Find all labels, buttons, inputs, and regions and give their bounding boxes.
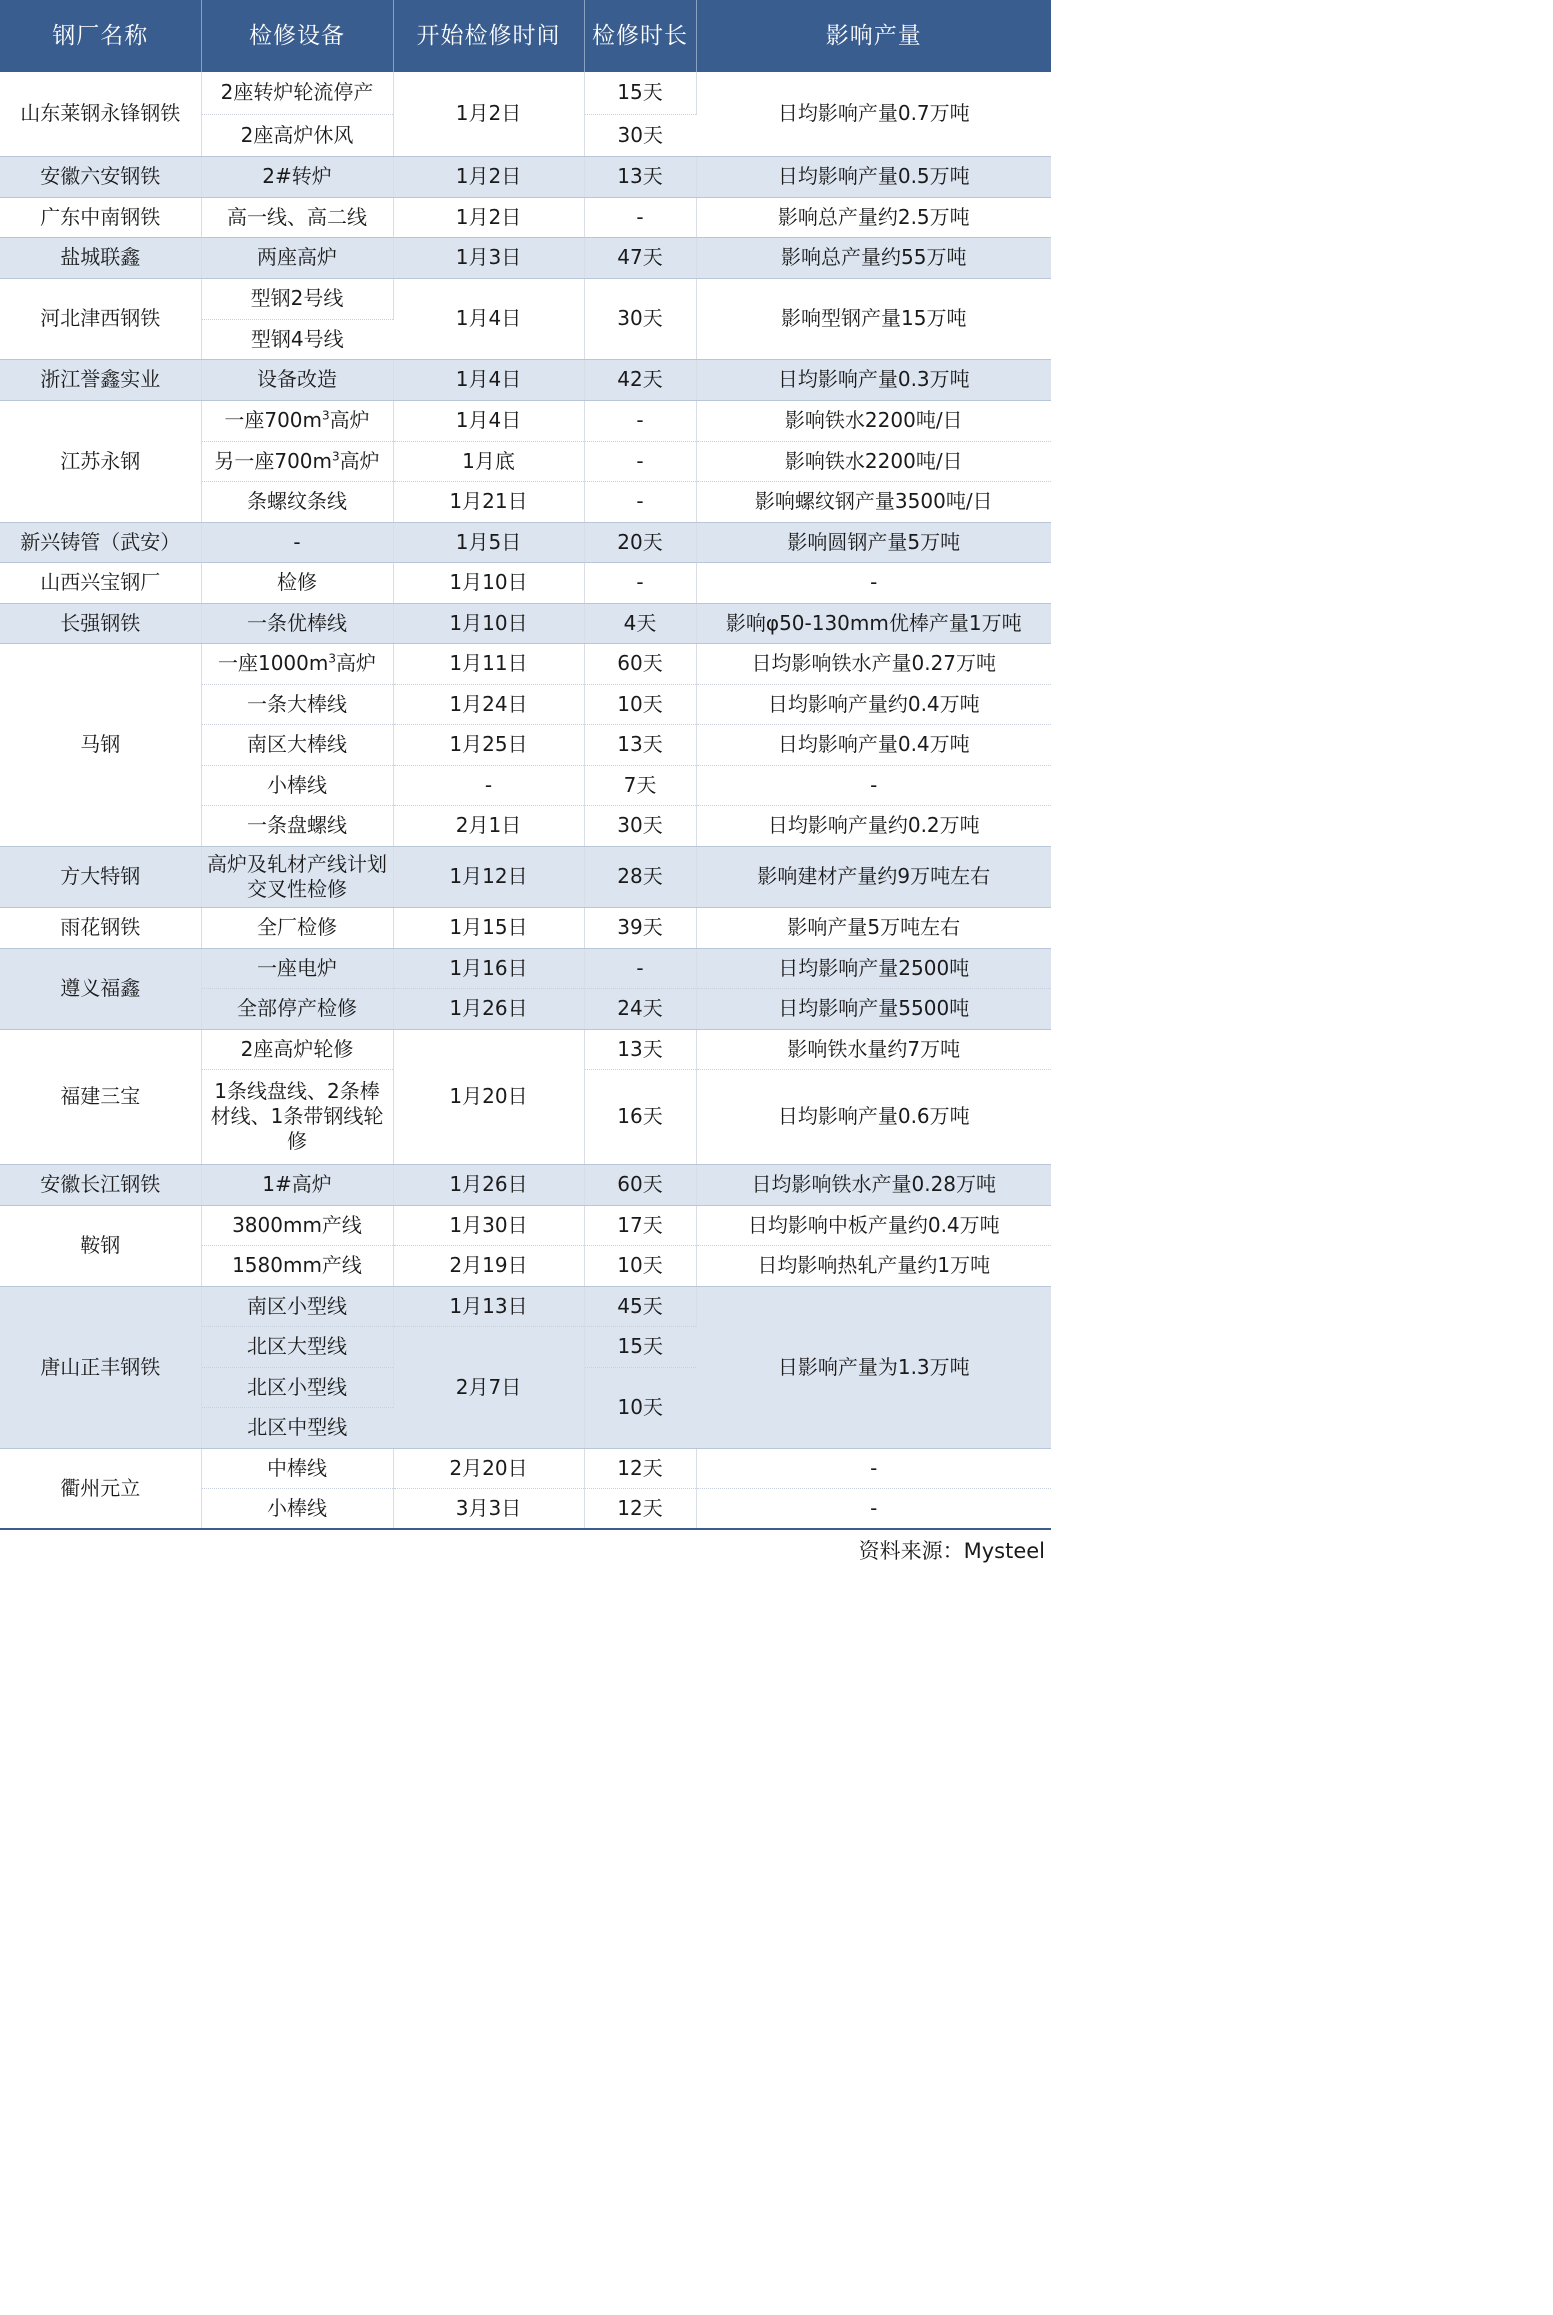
mill-name-cell: 盐城联鑫 (0, 237, 201, 278)
equipment-cell: 2座高炉休风 (201, 114, 393, 156)
start-time-cell: 1月4日 (393, 400, 584, 441)
impact-cell: 影响φ50-130mm优棒产量1万吨 (696, 603, 1051, 643)
equipment-cell: 两座高炉 (201, 237, 393, 278)
table-row (0, 603, 1051, 643)
impact-cell: 日均影响产量0.4万吨 (696, 724, 1051, 765)
duration-cell: 24天 (584, 988, 696, 1029)
table-row (0, 359, 1051, 400)
impact-cell: 日均影响产量2500吨 (696, 948, 1051, 988)
table-row (0, 846, 1051, 907)
start-time-cell: 1月21日 (393, 481, 584, 522)
mill-name-cell: 长强钢铁 (0, 603, 201, 643)
impact-cell: - (696, 1488, 1051, 1529)
impact-cell: 日均影响产量0.7万吨 (696, 72, 1051, 156)
equipment-cell: 一座电炉 (201, 948, 393, 988)
duration-cell: 60天 (584, 1164, 696, 1205)
equipment-cell: 南区小型线 (201, 1286, 393, 1326)
equipment-cell: 3800mm产线 (201, 1205, 393, 1245)
table-row (0, 643, 1051, 684)
start-time-cell: 2月19日 (393, 1245, 584, 1286)
start-time-cell: 1月24日 (393, 684, 584, 724)
mill-name-cell: 浙江誉鑫实业 (0, 359, 201, 400)
equipment-text-suffix: 高炉 (329, 408, 370, 432)
start-time-cell: 1月4日 (393, 359, 584, 400)
equipment-cell: 高一线、高二线 (201, 197, 393, 237)
duration-cell: 7天 (584, 765, 696, 805)
cubic-superscript: 3 (322, 408, 330, 423)
start-time-cell: 1月2日 (393, 72, 584, 156)
table-row (0, 156, 1051, 197)
start-time-cell: 1月11日 (393, 643, 584, 684)
start-time-cell: 1月15日 (393, 907, 584, 948)
duration-cell: 45天 (584, 1286, 696, 1326)
equipment-cell: 南区大棒线 (201, 724, 393, 765)
equipment-cell: 1580mm产线 (201, 1245, 393, 1286)
impact-cell: - (696, 562, 1051, 603)
impact-cell: 日均影响中板产量约0.4万吨 (696, 1205, 1051, 1245)
impact-cell: 日均影响产量0.5万吨 (696, 156, 1051, 197)
equipment-cell: 设备改造 (201, 359, 393, 400)
duration-cell: 15天 (584, 1326, 696, 1367)
mill-name-cell: 福建三宝 (0, 1029, 201, 1164)
table-row (0, 948, 1051, 988)
start-time-cell: 1月13日 (393, 1286, 584, 1326)
mill-name-cell: 鞍钢 (0, 1205, 201, 1286)
table-row (0, 197, 1051, 237)
header-equipment: 检修设备 (201, 0, 393, 72)
duration-cell: 30天 (584, 805, 696, 846)
duration-cell: - (584, 948, 696, 988)
impact-cell: 影响铁水2200吨/日 (696, 441, 1051, 481)
cubic-superscript: 3 (328, 651, 337, 666)
duration-cell: 28天 (584, 846, 696, 907)
table-header-row (0, 0, 1051, 72)
impact-cell: 影响建材产量约9万吨左右 (696, 846, 1051, 907)
equipment-cell: 型钢4号线 (201, 319, 393, 359)
mill-name-cell: 雨花钢铁 (0, 907, 201, 948)
mill-name-cell: 新兴铸管（武安） (0, 522, 201, 562)
impact-cell: 影响圆钢产量5万吨 (696, 522, 1051, 562)
duration-cell: 60天 (584, 643, 696, 684)
table-row (0, 907, 1051, 948)
equipment-cell: 2座高炉轮修 (201, 1029, 393, 1069)
impact-cell: 影响总产量约2.5万吨 (696, 197, 1051, 237)
duration-cell: 15天 (584, 72, 696, 114)
duration-cell: 13天 (584, 1029, 696, 1069)
mill-name-cell: 安徽六安钢铁 (0, 156, 201, 197)
mill-name-cell: 衢州元立 (0, 1448, 201, 1529)
mill-name-cell: 唐山正丰钢铁 (0, 1286, 201, 1448)
equipment-cell: 北区小型线 (201, 1367, 393, 1407)
table-row (0, 400, 1051, 441)
equipment-cell: 型钢2号线 (201, 278, 393, 319)
equipment-text: 一座700m (224, 408, 322, 432)
duration-cell: 12天 (584, 1448, 696, 1488)
duration-cell: 4天 (584, 603, 696, 643)
duration-cell: 17天 (584, 1205, 696, 1245)
equipment-cell: 条螺纹条线 (201, 481, 393, 522)
duration-cell: 47天 (584, 237, 696, 278)
start-time-cell: 1月16日 (393, 948, 584, 988)
header-duration: 检修时长 (584, 0, 696, 72)
start-time-cell: - (393, 765, 584, 805)
duration-cell: 10天 (584, 1245, 696, 1286)
equipment-cell: - (201, 522, 393, 562)
equipment-cell (201, 400, 393, 441)
impact-cell: 影响螺纹钢产量3500吨/日 (696, 481, 1051, 522)
start-time-cell: 1月12日 (393, 846, 584, 907)
impact-cell: 日均影响铁水产量0.27万吨 (696, 643, 1051, 684)
duration-cell: 42天 (584, 359, 696, 400)
equipment-cell: 北区中型线 (201, 1407, 393, 1448)
cubic-superscript: 3 (332, 448, 340, 463)
impact-cell: 日均影响产量0.6万吨 (696, 1069, 1051, 1164)
start-time-cell: 1月2日 (393, 197, 584, 237)
table-row (0, 1286, 1051, 1326)
equipment-cell: 1条线盘线、2条棒材线、1条带钢线轮修 (201, 1069, 393, 1164)
equipment-cell (201, 643, 393, 684)
equipment-cell: 一条优棒线 (201, 603, 393, 643)
start-time-cell: 2月1日 (393, 805, 584, 846)
table-row (0, 522, 1051, 562)
equipment-text-suffix: 高炉 (336, 651, 377, 675)
table-row (0, 562, 1051, 603)
mill-name-cell: 广东中南钢铁 (0, 197, 201, 237)
equipment-cell: 小棒线 (201, 1488, 393, 1529)
table-row (0, 1164, 1051, 1205)
impact-cell: 日均影响热轧产量约1万吨 (696, 1245, 1051, 1286)
mill-name-cell: 方大特钢 (0, 846, 201, 907)
equipment-cell: 2#转炉 (201, 156, 393, 197)
mill-name-cell: 山东莱钢永锋钢铁 (0, 72, 201, 156)
start-time-cell: 1月26日 (393, 988, 584, 1029)
equipment-cell: 一条大棒线 (201, 684, 393, 724)
start-time-cell: 2月7日 (393, 1326, 584, 1448)
duration-cell: 39天 (584, 907, 696, 948)
start-time-cell: 1月20日 (393, 1029, 584, 1164)
mill-name-cell: 安徽长江钢铁 (0, 1164, 201, 1205)
impact-cell: - (696, 765, 1051, 805)
start-time-cell: 1月2日 (393, 156, 584, 197)
duration-cell: 30天 (584, 114, 696, 156)
table-row (0, 72, 1051, 114)
duration-cell: 10天 (584, 684, 696, 724)
start-time-cell: 1月3日 (393, 237, 584, 278)
mill-name-cell: 遵义福鑫 (0, 948, 201, 1029)
mill-name-cell: 山西兴宝钢厂 (0, 562, 201, 603)
table-row (0, 278, 1051, 319)
start-time-cell: 3月3日 (393, 1488, 584, 1529)
start-time-cell: 2月20日 (393, 1448, 584, 1488)
equipment-cell: 全厂检修 (201, 907, 393, 948)
impact-cell: 影响型钢产量15万吨 (696, 278, 1051, 359)
impact-cell: 日影响产量为1.3万吨 (696, 1286, 1051, 1448)
maintenance-table (0, 0, 1051, 1530)
duration-cell: 12天 (584, 1488, 696, 1529)
duration-cell: - (584, 441, 696, 481)
table-row (0, 1448, 1051, 1488)
header-impact: 影响产量 (696, 0, 1051, 72)
table-row (0, 1029, 1051, 1069)
start-time-cell: 1月10日 (393, 603, 584, 643)
start-time-cell: 1月5日 (393, 522, 584, 562)
impact-cell: 日均影响产量约0.2万吨 (696, 805, 1051, 846)
impact-cell: 日均影响产量约0.4万吨 (696, 684, 1051, 724)
mill-name-cell: 河北津西钢铁 (0, 278, 201, 359)
source-note: 资料来源：Mysteel (858, 1539, 1045, 1563)
equipment-cell (201, 441, 393, 481)
start-time-cell: 1月26日 (393, 1164, 584, 1205)
duration-cell: 16天 (584, 1069, 696, 1164)
header-mill-name: 钢厂名称 (0, 0, 201, 72)
start-time-cell: 1月10日 (393, 562, 584, 603)
duration-cell: 13天 (584, 156, 696, 197)
equipment-cell: 2座转炉轮流停产 (201, 72, 393, 114)
impact-cell: 影响铁水量约7万吨 (696, 1029, 1051, 1069)
equipment-cell: 全部停产检修 (201, 988, 393, 1029)
duration-cell: 10天 (584, 1367, 696, 1448)
equipment-cell: 1#高炉 (201, 1164, 393, 1205)
impact-cell: 影响产量5万吨左右 (696, 907, 1051, 948)
header-start-time: 开始检修时间 (393, 0, 584, 72)
impact-cell: 日均影响产量0.3万吨 (696, 359, 1051, 400)
mill-name-cell: 马钢 (0, 643, 201, 846)
start-time-cell: 1月4日 (393, 278, 584, 359)
equipment-cell: 一条盘螺线 (201, 805, 393, 846)
duration-cell: - (584, 481, 696, 522)
impact-cell: - (696, 1448, 1051, 1488)
equipment-cell: 北区大型线 (201, 1326, 393, 1367)
equipment-cell: 高炉及轧材产线计划交叉性检修 (201, 846, 393, 907)
equipment-cell: 检修 (201, 562, 393, 603)
duration-cell: - (584, 197, 696, 237)
table-row (0, 237, 1051, 278)
start-time-cell: 1月底 (393, 441, 584, 481)
equipment-text-suffix: 高炉 (339, 448, 380, 473)
impact-cell: 日均影响铁水产量0.28万吨 (696, 1164, 1051, 1205)
start-time-cell: 1月30日 (393, 1205, 584, 1245)
equipment-cell: 中棒线 (201, 1448, 393, 1488)
equipment-text: 另一座700m (214, 448, 332, 473)
impact-cell: 影响总产量约55万吨 (696, 237, 1051, 278)
equipment-cell: 小棒线 (201, 765, 393, 805)
mill-name-cell: 江苏永钢 (0, 400, 201, 522)
impact-cell: 日均影响产量5500吨 (696, 988, 1051, 1029)
duration-cell: 13天 (584, 724, 696, 765)
duration-cell: - (584, 400, 696, 441)
duration-cell: - (584, 562, 696, 603)
equipment-text: 一座1000m (217, 651, 329, 675)
duration-cell: 20天 (584, 522, 696, 562)
table-row (0, 1205, 1051, 1245)
duration-cell: 30天 (584, 278, 696, 359)
impact-cell: 影响铁水2200吨/日 (696, 400, 1051, 441)
start-time-cell: 1月25日 (393, 724, 584, 765)
